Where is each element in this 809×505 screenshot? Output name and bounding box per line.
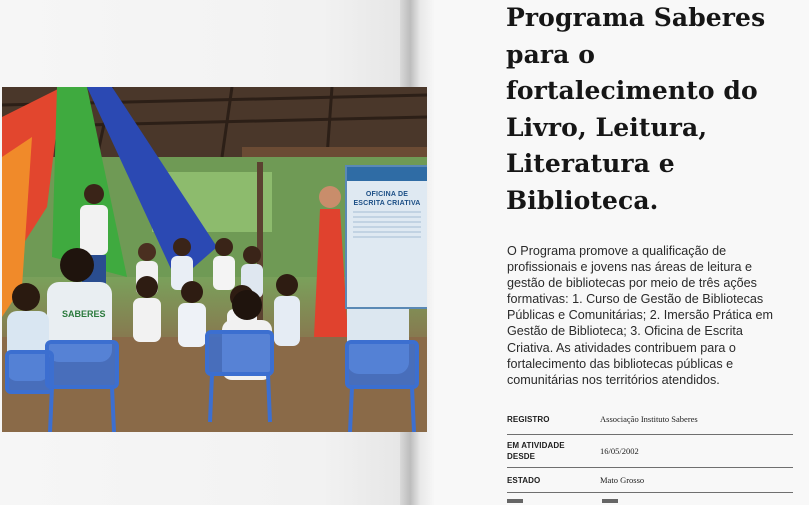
info-table <box>507 404 793 493</box>
page-title: Programa Saberes para o fortalecimento do Livro, Leitura, Literatura e Biblioteca. <box>506 3 766 215</box>
banner-title-line2: ESCRITA CRIATIVA <box>353 200 421 207</box>
workshop-banner <box>345 165 427 309</box>
row-value: Associação Instituto Saberes <box>600 414 698 424</box>
cropped-mark <box>507 499 523 503</box>
row-value: 16/05/2002 <box>600 446 639 456</box>
banner-title-line1: OFICINA DE <box>365 191 409 198</box>
row-label: ESTADO <box>507 475 541 485</box>
workshop-photo <box>2 87 427 432</box>
program-description: O Programa promove a qualificação de profissionais e jovens nas áreas de leitura e gestão de bibliotecas por meio de três ações formativas: 1. Curso de Gestão de Bibliotecas Públicas e Comunitárias; 2. Imersão Prática em Gestão de Biblioteca; 3. Oficina de Escrita Criativa. As atividades contribuem para o fortalecimento das bibliotecas públicas e comunitárias nos territórios atendidos. <box>507 244 773 387</box>
row-label: EM ATIVIDADE DESDE <box>507 441 565 461</box>
row-label: REGISTRO <box>507 414 550 424</box>
banner-body <box>353 211 421 241</box>
table-row <box>507 404 793 435</box>
table-row <box>507 468 793 493</box>
cropped-mark <box>602 499 618 503</box>
banner-header <box>347 167 427 181</box>
row-value: Mato Grosso <box>600 475 645 485</box>
cropped-row <box>507 497 793 505</box>
shirt-text: SABERES <box>62 309 106 319</box>
table-row <box>507 435 793 468</box>
